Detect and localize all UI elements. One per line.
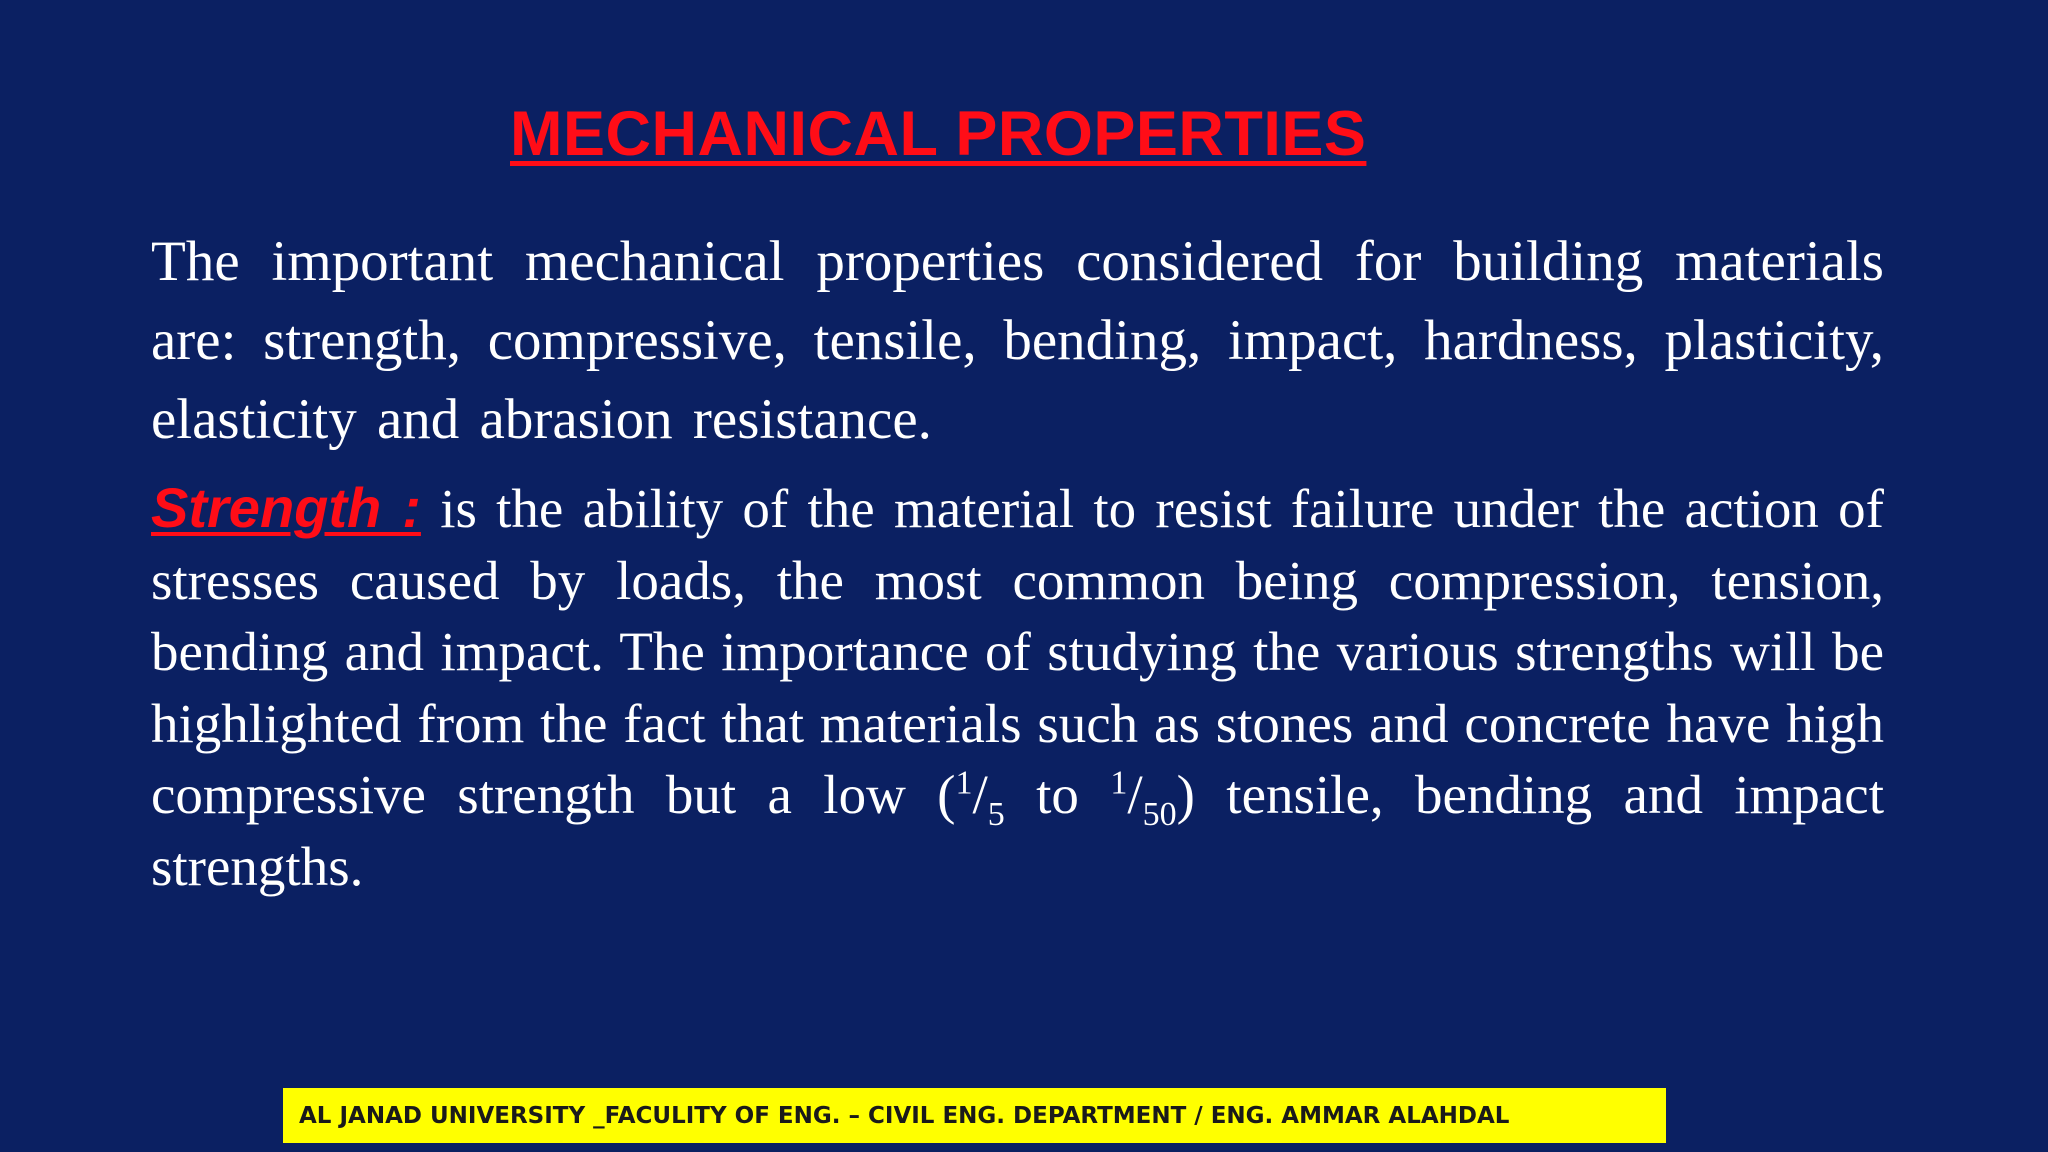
strength-term: Strength : bbox=[151, 476, 421, 539]
strength-definition: is the ability of the material to resist failure under the action of stresses caused by loads, the most common being compression, tension, bending and impact. The importance of studying the various strengths will be highlighted from the fact that materials such as stones and concrete have high compressive strength but a low ( bbox=[151, 478, 1884, 825]
fraction-separator: to bbox=[1004, 764, 1111, 825]
strength-conclusion: ) tensile, bending and impact strengths. bbox=[151, 764, 1884, 897]
slide-title: MECHANICAL PROPERTIES bbox=[510, 99, 1367, 169]
footer-text: AL JANAD UNIVERSITY _FACULITY OF ENG. – CIVIL ENG. DEPARTMENT / ENG. AMMAR ALAHDAL bbox=[299, 1102, 1510, 1129]
footer-bar bbox=[283, 1088, 1666, 1143]
fraction-2-denominator: 50 bbox=[1142, 796, 1177, 833]
fraction-1-denominator: 5 bbox=[987, 796, 1005, 833]
intro-paragraph: The important mechanical properties considered for building materials are: strength, compressive, tensile, bending, impact, hardness, plasticity, elasticity and abrasion resistance. bbox=[151, 230, 1884, 451]
fraction-2-numerator: 1 bbox=[1110, 764, 1128, 802]
strength-paragraph: Strength : is the ability of the material to resist failure under the action of stresses caused by loads, the most common being compression, tension, bending and impact. The importance of studying the various strengths will be highlighted from the fact that materials such as stones and concrete have high compressive strength but a low ($^1/_5$ to $^1/_{50}$) tensile, bending and impact strengths. bbox=[151, 476, 1884, 897]
fraction-1-numerator: 1 bbox=[955, 764, 973, 802]
